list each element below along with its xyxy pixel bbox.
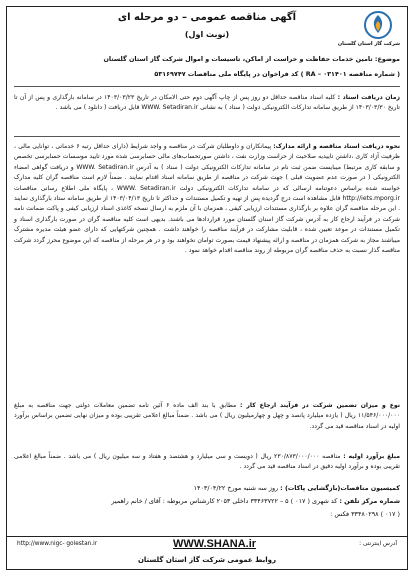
- footer-website-link[interactable]: http://www.nigc- golestan.ir: [17, 541, 98, 547]
- commission-text: روز سه شنبه مورخ ۱۴۰۳/۰۴/۲۲: [193, 484, 279, 492]
- tender-number: ( شماره مناقصه RA – ۰۳۱۴۰۱ ) کد فراخوان در پایگاه ملی مناقصات ۵۳۱۶۹۷۴۷: [154, 70, 400, 78]
- docs-receipt-section: [14, 93, 400, 114]
- ad-subtitle: (نوبت اول): [184, 30, 230, 39]
- estimate-section: [14, 452, 400, 473]
- guarantee-label: نوع و میزان تضمین شرکت در فرآیند ارجاع کار :: [240, 402, 401, 409]
- footer-address-label: آدرس اینترنتی :: [359, 541, 397, 547]
- ad-title: آگهی مناقصه عمومی – دو مرحله ای: [117, 12, 297, 23]
- estimate-note: ضمناً مبالغ اعلامی تقریبی بوده و برآورد اولیه دقیق در اسناد مناقصه قید می گردد .: [14, 453, 400, 471]
- flame-logo-icon: [363, 10, 393, 40]
- footer-shana-link[interactable]: WWW.SHANA.ir: [172, 538, 257, 550]
- estimate-text: مناقصه ۲۳۰/۸۷۳/۰۰۰/۰۰۰ ریال ( دویست و سی میلیارد و هشتصد و هفتاد و سه میلیون ریال ) می باشد .: [63, 453, 341, 460]
- divider: [14, 136, 400, 137]
- submission-section: [14, 142, 400, 256]
- footer-public-relations: روابط عمومی شرکت گاز استان گلستان: [137, 556, 277, 564]
- submission-text: پیمانکاران و داوطلبان شرکت در مناقصه و واجد شرایط (دارای حداقل رتبه ۶ خدماتی ، توانایی مالی ، ظرفیت آزاد کاری ،داشتن تاییدیه صلاحیت از حراست وزارت نفت ، داشتن صورتحساب‌های مالی حسابرسی شده مورد تایید موسسات حسابرسی تخصص و سابقه کاری مرتبط) میبایست ضمن ثبت نام در سامانه تدارکات الکترونیکی دولت ( ستاد ) به آدرس WWW. Setadiran.ir و دریافت گواهی امضاء الکترونیکی ( در صورت عدم عضویت قبلی ) جهت شرکت در مناقصه از طریق سامانه اسناد اقدام نمایند . ضمناً لازم است مناقصه گران کلیه مدارک خواسته شده براساس دعوتنامه ارسالی که در سامانه تدارکات الکترونیکی دولت WWW. Setadiran.ir ، پایگاه ملی اطلاع رسانی مناقصات http://iets.mporg.ir قابل مشاهده است درج گردیده پس از تهیه و تکمیل مستندات و حداکثر تا تاریخ ۱۴۰۳/۰۴/۱۳ از طریق سامانه ستاد بارگذاری نمایند .: [14, 143, 401, 213]
- guarantee-section: [14, 401, 400, 432]
- estimate-label: مبلغ برآورد اولیه :: [343, 453, 401, 460]
- ad-footer: [7, 536, 407, 568]
- company-logo: [337, 10, 400, 47]
- guarantee-text: مطابق با بند الف ماده ۶ آئین نامه تضمین معاملات دولتی جهت مناقصه به مبلغ ۱۱/۵۴۶/۰۰۰/۰۰۰ ریال ( یازده میلیارد پانصد و چهل و چهارمیلیون ریال ) می باشد . ضمناً مبالغ اعلامی تقریبی بوده و میزان نهایی تضمین براساس برآورد اولیه در اسناد مناقصه قید می گردد.: [14, 402, 400, 430]
- subject-line: موضوع: تامین خدمات حفاظت و حراست از اماکن، تاسیسات و اموال شرکت گاز استان گلستان: [103, 55, 400, 63]
- procurement-fax: ( ۰۱۷ ) ۳۳۴۸۰۲۹۸ فکس :: [330, 510, 400, 518]
- submission-label: نحوه دریافت اسناد مناقصه و ارائه مدارک:: [273, 143, 401, 150]
- procurement-text: کد شهری ( ۰۱۷ ) ۵ – ۳۳۴۶۳۷۲۲ داخلی ۲۰۵۳ کارشناس مربوطه : آقای / خانم راهمیر: [111, 497, 338, 505]
- commission-label: کمیسیون مناقصات(بازگشایی پاکات) :: [280, 484, 400, 492]
- procurement-section: [14, 496, 400, 506]
- docs-receipt-text: کلیه اسناد مناقصه حداقل دو روز پس از چاپ آگهی دوم حتی الامکان در تاریخ ۱۴۰۳/۰۳/۲۳ در سامانه بارگذاری و پس از آن تا تاریخ ۱۴۰۳/۰۳/۳۰ از طریق سامانه تدارکات الکترونیکی دولت ( ستاد ) به نشانی WWW. Setadiran.ir قابل دریافت ( دانلود ) می باشد .: [14, 94, 400, 112]
- commission-section: [14, 483, 400, 493]
- submission-text-2: این مرحله مناقصه گران علاوه بر بارگذاری مستندات ارزیابی کیفی ، همزمان با آن ملزم به ارسال نسخه کاغذی اسناد ارزیابی کیفی و پاکت ضمانت نامه شرکت در فرآیند ارجاع کار به آدرس شرکت گاز استان گلستان مورد قراردادها می باشند. بدیهی است کلیه مناقصه گران در صورت بارگذاری اسناد و تکمیل مستندات در موعد تعیین شده ، قابلیت مشارکت در فرآیند مناقصه را خواهند داشت . همچنین شرکتهایی که دارای عضو هیئت مدیره مشترک میباشند مجاز به شرکت همزمان در مناقصه و ارائه پیشنهاد قیمت بصورت توامان نخواهند بود و در هر مرحله از مناقصه که این موضوع محرز گردد شرکت مناقصه گذار نسبت به حذف مناقصه گران مربوطه از روند مناقصه اقدام خواهد نمود .: [14, 205, 400, 255]
- divider: [14, 86, 400, 87]
- procurement-label: شماره مرکز تلفن :: [339, 497, 400, 505]
- logo-caption: شرکت گاز استان گلستان: [337, 41, 400, 47]
- docs-receipt-label: زمان دریافت اسناد :: [337, 94, 400, 101]
